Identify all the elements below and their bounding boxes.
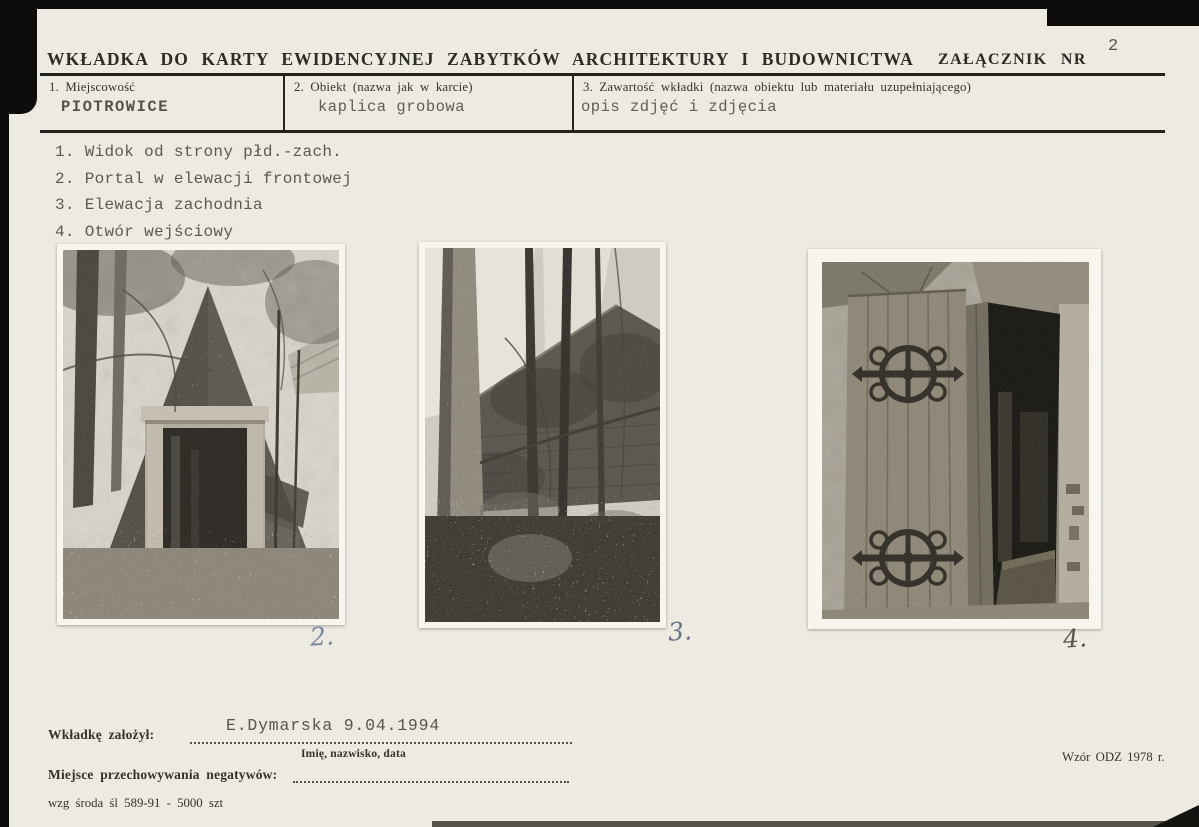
attachment-label: ZAŁĄCZNIK NR (938, 51, 1087, 68)
founder-label: Wkładkę założył: (48, 727, 155, 742)
negatives-dotted-line (293, 781, 569, 783)
photo-entrance-doorway (808, 249, 1101, 629)
cell-obiekt (283, 76, 572, 130)
founder-typed-value: E.Dymarska 9.04.1994 (226, 716, 441, 735)
photo-doorway-image (822, 262, 1089, 619)
list-item: 1. Widok od strony płd.-zach. (55, 143, 343, 161)
scan-edge-top (0, 0, 1199, 9)
list-item: 4. Otwór wejściowy (55, 222, 234, 241)
scan-edge-bottom-right (1153, 805, 1199, 827)
photo-chapel-southwest-view (57, 244, 345, 625)
photo-description-list (55, 139, 352, 245)
scan-edge-top-right (1047, 0, 1199, 26)
cell-obiekt-value: kaplica grobowa (318, 98, 466, 116)
photo-west-elevation (419, 242, 666, 628)
founder-dotted-line (190, 742, 572, 744)
attachment-number: 2 (1108, 37, 1119, 56)
photo-west-elevation-image (425, 248, 660, 622)
photo-number-handwritten: 3. (667, 616, 693, 647)
photo-chapel-image (63, 250, 339, 619)
cell-obiekt-label: 2. Obiekt (nazwa jak w karcie) (294, 80, 473, 94)
scan-edge-left (0, 0, 9, 827)
form-note: Wzór ODZ 1978 r. (1062, 750, 1165, 764)
info-table (40, 73, 1165, 133)
founder-hint: Imię, nazwisko, data (301, 748, 406, 760)
negatives-label: Miejsce przechowywania negatywów: (48, 767, 278, 782)
cell-zawartosc-value: opis zdjęć i zdjęcia (581, 98, 778, 116)
cell-zawartosc-label: 3. Zawartość wkładki (nazwa obiektu lub materiału uzupełniającego) (583, 80, 972, 94)
photo-number-handwritten: 2. (309, 621, 335, 652)
cell-miejscowosc-value: PIOTROWICE (61, 98, 170, 116)
cell-miejscowosc-label: 1. Miejscowość (49, 80, 136, 94)
photo-number-handwritten: 4. (1062, 623, 1088, 654)
list-item: 2. Portal w elewacji frontowej (55, 169, 353, 188)
page-title: WKŁADKA DO KARTY EWIDENCYJNEJ ZABYTKÓW ARCHITEKTURY I BUDOWNICTWA (47, 49, 914, 69)
cell-zawartosc (572, 76, 1165, 130)
print-run-note: wzg środa śl 589-91 - 5000 szt (48, 796, 224, 810)
list-item: 3. Elewacja zachodnia (55, 196, 263, 214)
cell-miejscowosc (40, 76, 283, 130)
scan-edge-bottom (432, 821, 1199, 827)
